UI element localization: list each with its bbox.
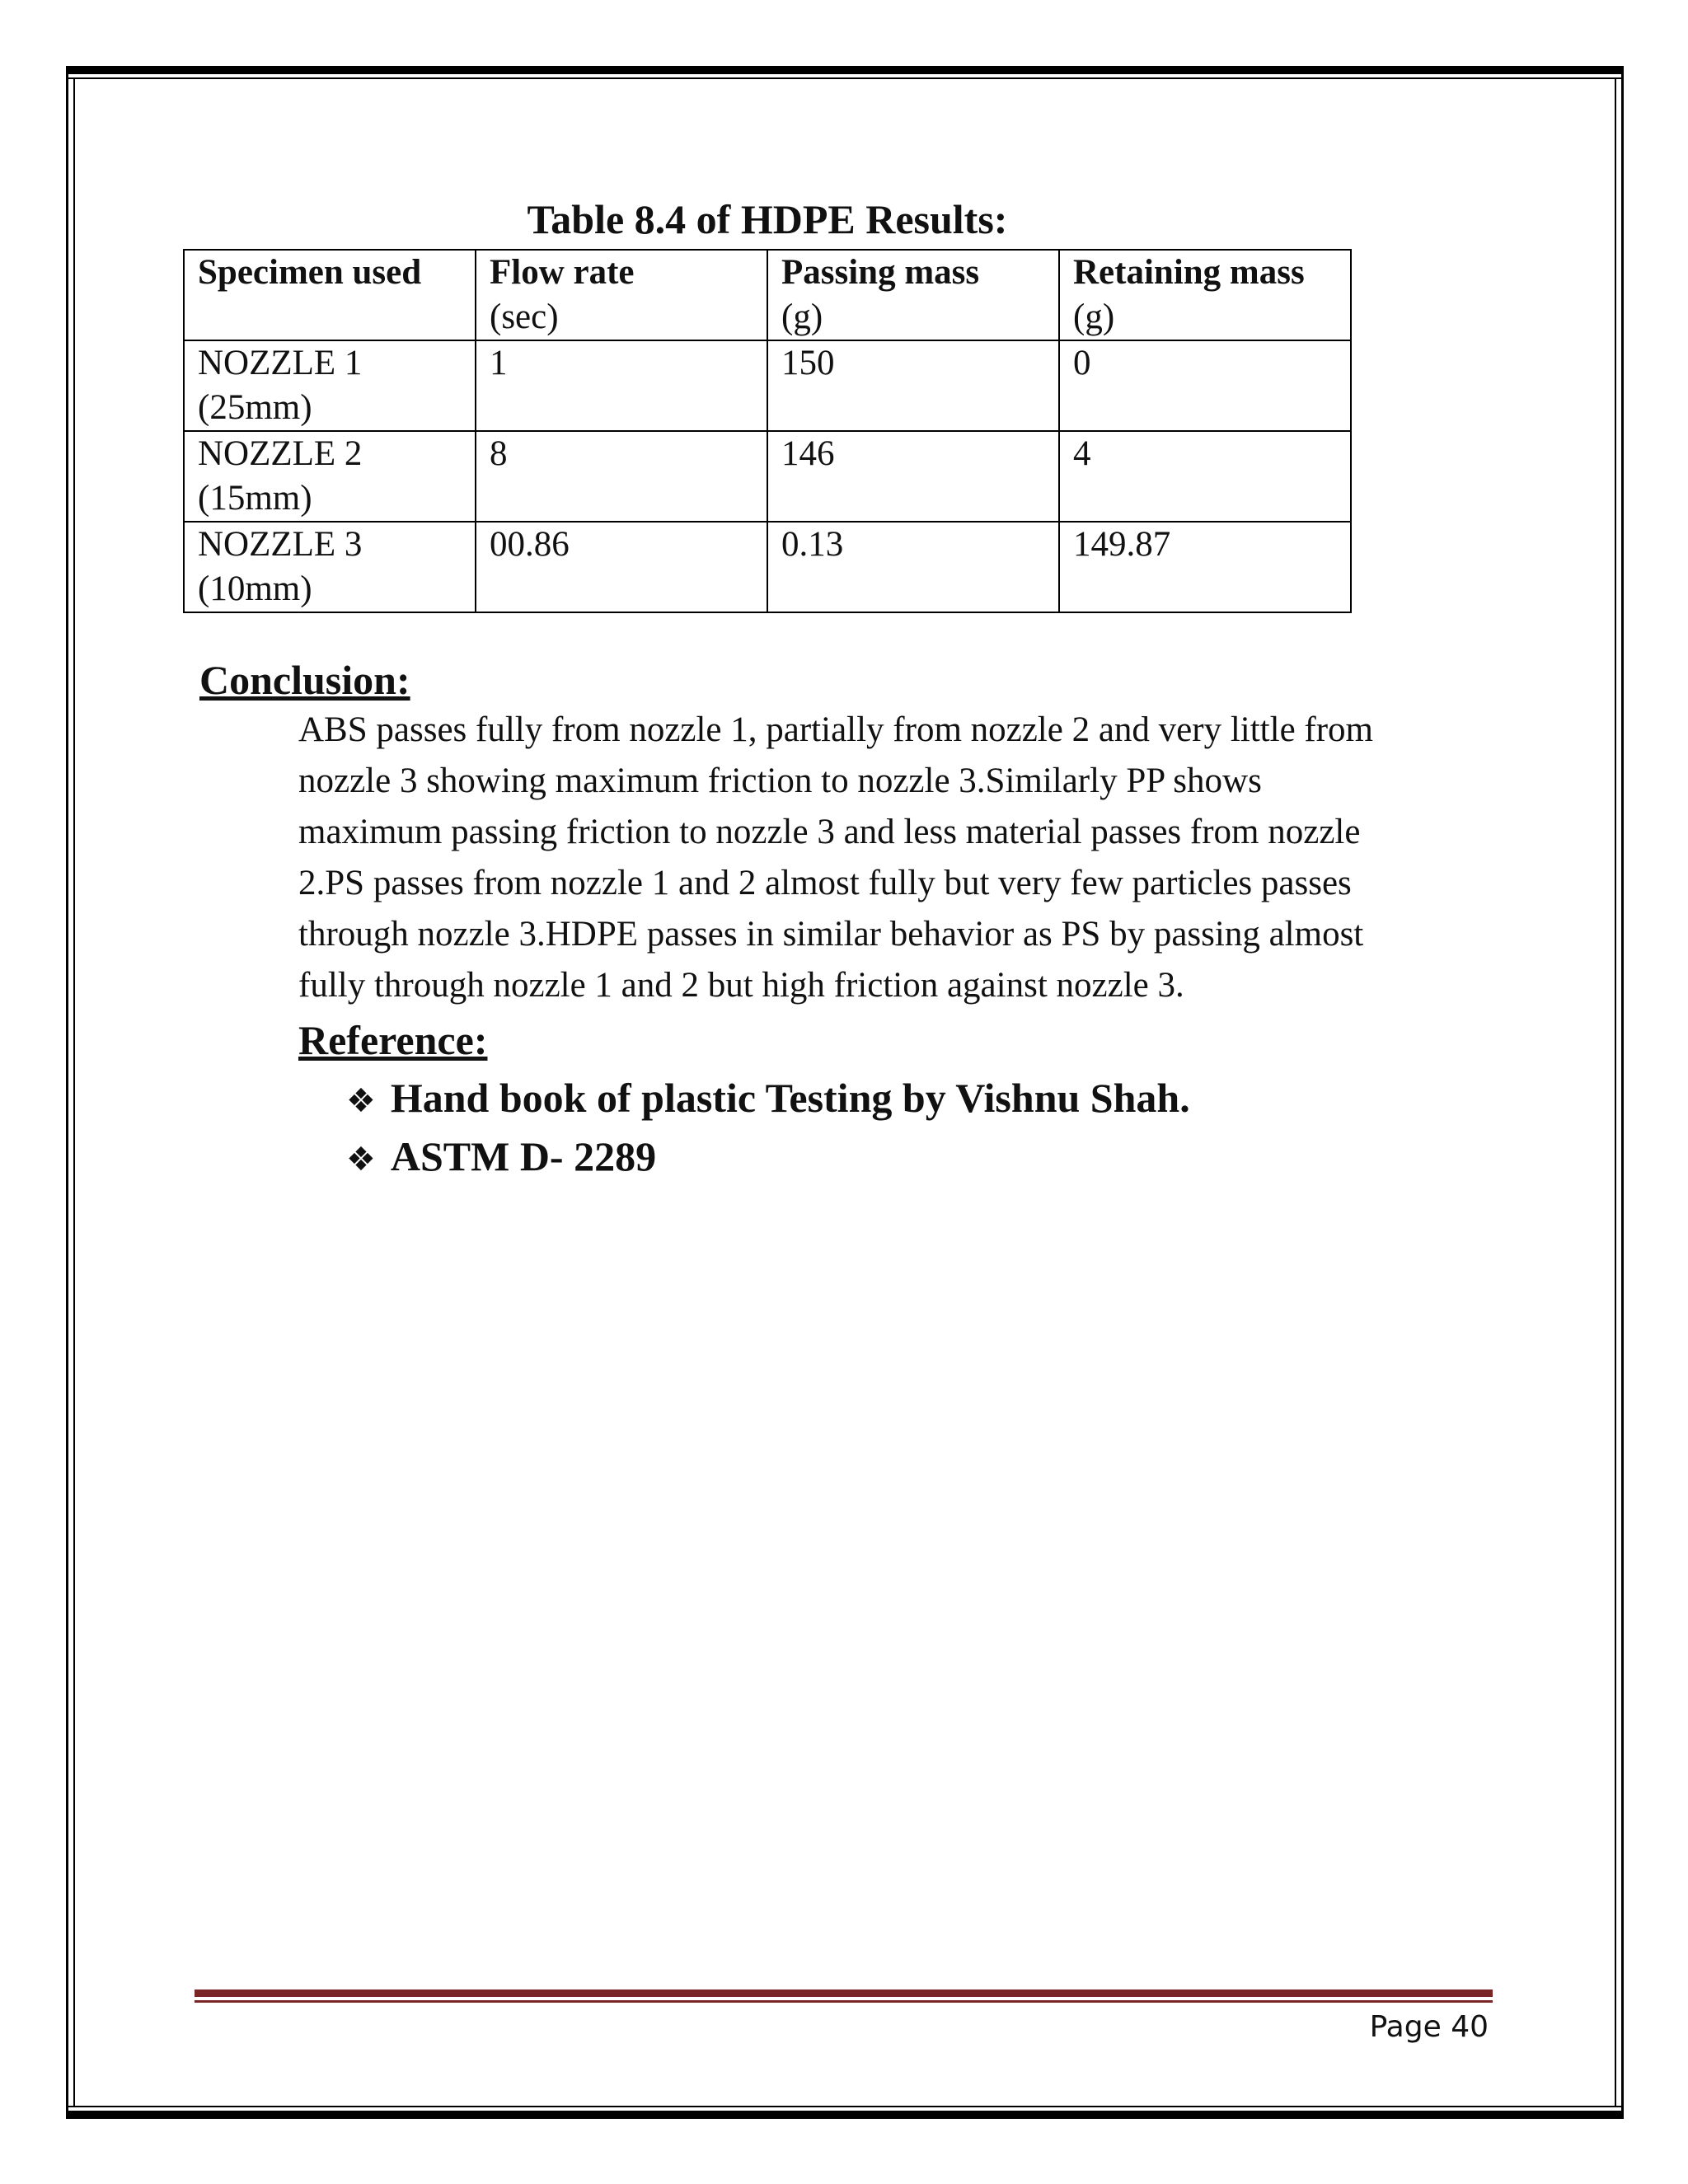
header-flow-rate [476, 250, 767, 340]
page-border-bottom [66, 2111, 1624, 2119]
header-specimen [184, 250, 476, 340]
cell-flow-rate: 00.86 [476, 522, 767, 612]
conclusion-heading: Conclusion: [199, 657, 410, 703]
page-border-left [66, 66, 68, 2119]
header-label: Passing mass [781, 253, 980, 292]
cell-passing-mass: 146 [767, 431, 1059, 522]
conclusion-line: 2.PS passes from nozzle 1 and 2 almost fully but very few particles passes [298, 864, 1352, 902]
cell-specimen [184, 431, 476, 522]
footer-rule [195, 1990, 1493, 1997]
page-border-right [1621, 66, 1624, 2119]
table-row [184, 522, 1351, 612]
specimen-name: NOZZLE 2 [198, 434, 363, 473]
header-unit: (g) [1073, 298, 1115, 336]
conclusion-line: maximum passing friction to nozzle 3 and less material passes from nozzle [298, 813, 1361, 851]
conclusion-line: fully through nozzle 1 and 2 but high friction against nozzle 3. [298, 966, 1184, 1005]
table-row [184, 340, 1351, 431]
diamond-bullet-icon: ❖ [346, 1141, 376, 1179]
page-border-top [66, 66, 1624, 74]
specimen-size: (10mm) [198, 569, 312, 608]
diamond-bullet-icon: ❖ [346, 1082, 376, 1120]
page-border-right-inner [1615, 77, 1616, 2107]
cell-specimen [184, 340, 476, 431]
page-border-top-inner [66, 77, 1624, 79]
footer-rule-thin [195, 2000, 1493, 2003]
cell-flow-rate: 1 [476, 340, 767, 431]
specimen-name: NOZZLE 1 [198, 344, 363, 382]
conclusion-line: through nozzle 3.HDPE passes in similar behavior as PS by passing almost [298, 915, 1364, 954]
specimen-size: (25mm) [198, 388, 312, 427]
table-title: Table 8.4 of HDPE Results: [527, 196, 1008, 242]
cell-retaining-mass: 0 [1059, 340, 1351, 431]
reference-text: ASTM D- 2289 [390, 1133, 657, 1179]
header-passing-mass [767, 250, 1059, 340]
cell-retaining-mass: 4 [1059, 431, 1351, 522]
specimen-size: (15mm) [198, 479, 312, 518]
reference-text: Hand book of plastic Testing by Vishnu Shah. [390, 1075, 1190, 1121]
cell-specimen [184, 522, 476, 612]
conclusion-paragraph [298, 705, 1477, 1011]
header-unit: (sec) [490, 298, 559, 336]
reference-item [346, 1132, 656, 1184]
cell-retaining-mass: 149.87 [1059, 522, 1351, 612]
table-row [184, 431, 1351, 522]
table-header-row [184, 250, 1351, 340]
page-border-left-inner [73, 77, 75, 2107]
cell-passing-mass: 150 [767, 340, 1059, 431]
conclusion-line: ABS passes fully from nozzle 1, partially from nozzle 2 and very little from [298, 710, 1373, 749]
specimen-name: NOZZLE 3 [198, 525, 363, 564]
cell-passing-mass: 0.13 [767, 522, 1059, 612]
header-label: Retaining mass [1073, 253, 1305, 292]
page-border-bottom-inner [66, 2106, 1624, 2107]
conclusion-line: nozzle 3 showing maximum friction to nozzle 3.Similarly PP shows [298, 762, 1262, 800]
hdpe-results-table [183, 249, 1352, 613]
header-retaining-mass [1059, 250, 1351, 340]
page-number: Page 40 [1369, 2010, 1489, 2044]
reference-heading: Reference: [298, 1017, 488, 1063]
header-label: Specimen used [198, 253, 422, 292]
header-unit: (g) [781, 298, 823, 336]
cell-flow-rate: 8 [476, 431, 767, 522]
header-label: Flow rate [490, 253, 635, 292]
reference-item [346, 1073, 1190, 1126]
